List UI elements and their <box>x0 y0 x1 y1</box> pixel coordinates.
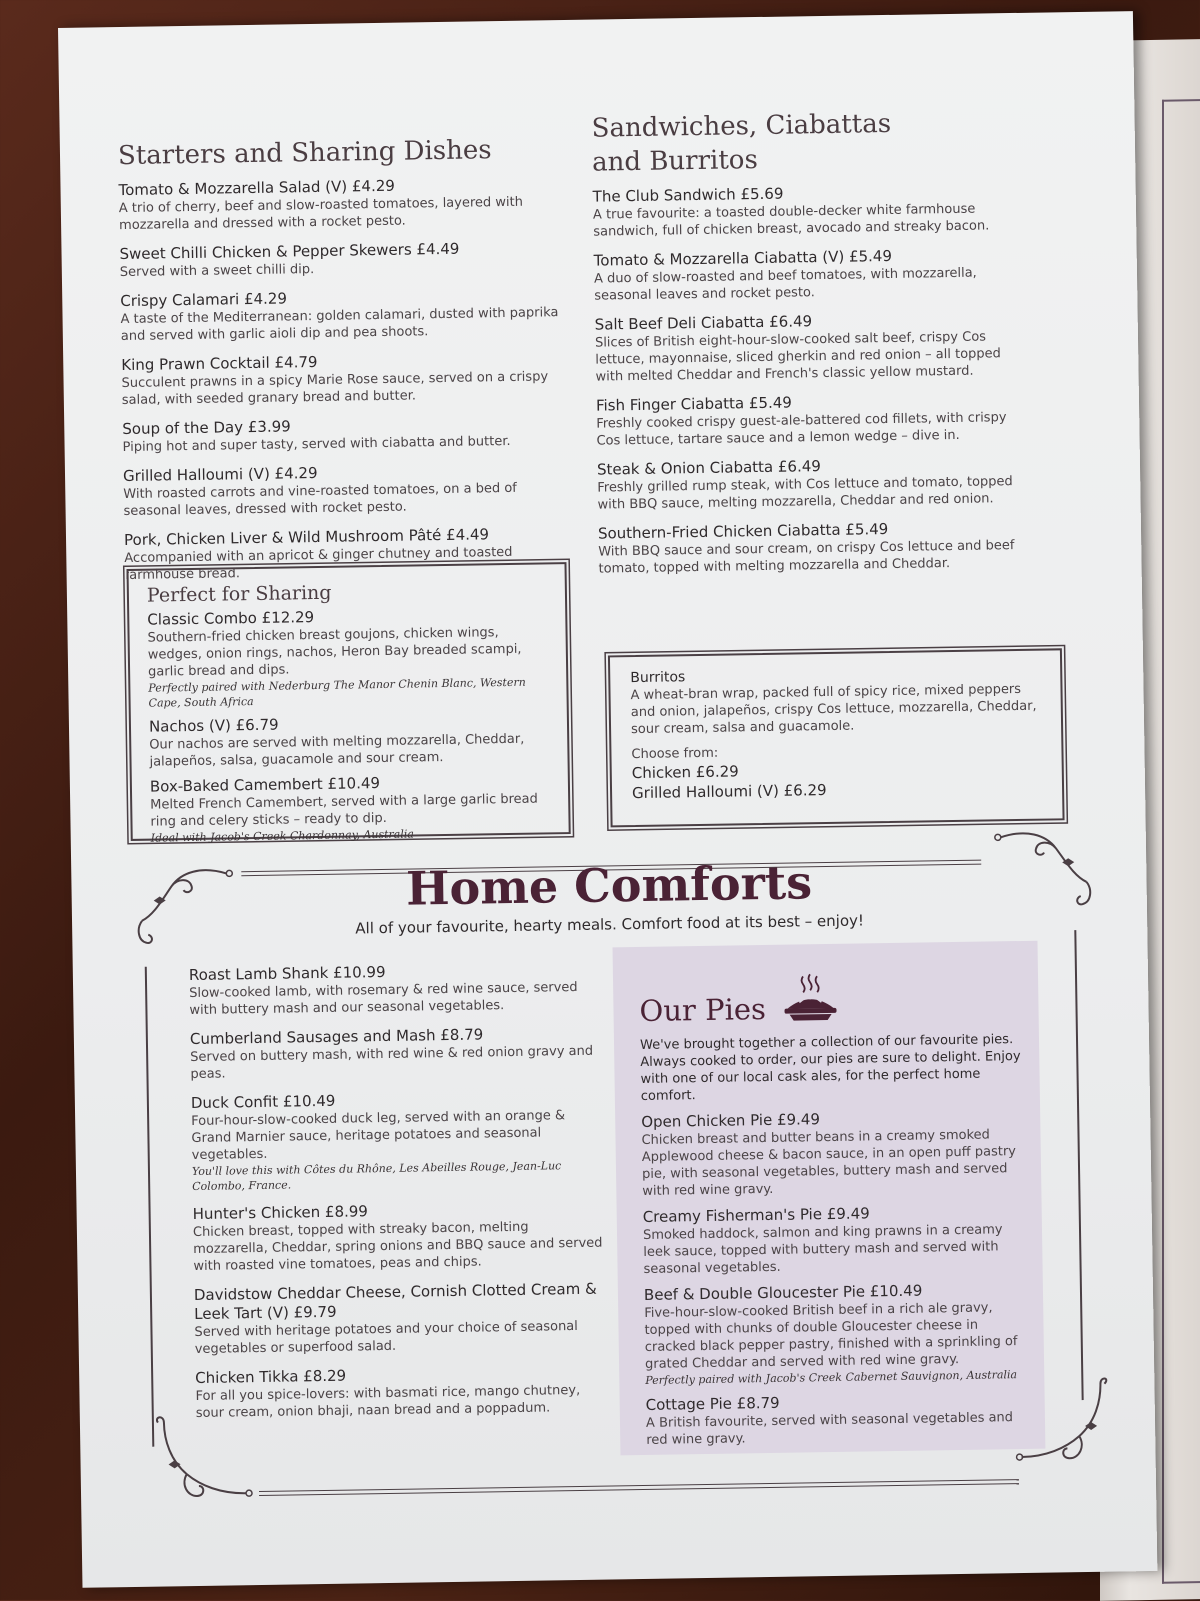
menu-item <box>190 1024 601 1083</box>
item-name: Salt Beef Deli Ciabatta £6.49 <box>594 312 813 334</box>
menu-item <box>193 1199 604 1275</box>
item-name: Tomato & Mozzarella Salad (V) £4.29 <box>118 176 396 200</box>
starters-title: Starters and Sharing Dishes <box>117 135 492 172</box>
item-desc: Slices of British eight-hour-slow-cooked salt beef, crispy Cos lettuce, mayonnaise, sliced gherkin and red onion – all topped with melted Cheddar and French's classic yellow mustard. <box>594 329 1001 385</box>
menu-item <box>122 413 573 456</box>
item-name: Pork, Chicken Liver & Wild Mushroom Pâté £4.49 <box>123 525 490 550</box>
menu-item <box>147 604 549 710</box>
menu-item <box>646 1390 1028 1449</box>
sandwiches-title <box>591 107 891 180</box>
menu-page <box>58 11 1157 1588</box>
menu-item <box>598 518 1029 578</box>
divider-right <box>1074 930 1083 1400</box>
wine-pairing: Ideal with Jacob's Creek Chardonnay, Australia <box>150 827 414 845</box>
item-desc: A true favourite: a toasted double-decker white farmhouse sandwich, full of chicken breast, avocado and streaky bacon. <box>592 201 990 240</box>
menu-item <box>643 1202 1025 1278</box>
item-name: Steak & Onion Ciabatta £6.49 <box>596 457 822 479</box>
menu-item <box>595 309 1026 386</box>
menu-item <box>641 1107 1023 1200</box>
divider-left <box>145 967 155 1447</box>
home-comforts-title: Home Comforts <box>405 855 813 916</box>
item-desc: Freshly cooked crispy guest-ale-battered cod fillets, with crispy Cos lettuce, tartare sauce and a lemon wedge – dive in. <box>596 410 1007 449</box>
menu-item <box>121 349 572 409</box>
menu-item <box>191 1088 603 1194</box>
item-name: Crispy Calamari £4.29 <box>120 289 288 311</box>
menu-item <box>118 174 569 234</box>
menu-item <box>597 454 1028 514</box>
item-desc: Smoked haddock, salmon and king prawns in a creamy leek sauce, topped with buttery mash and served with seasonal vegetables. <box>642 1222 1003 1277</box>
menu-item <box>149 711 550 770</box>
menu-item <box>593 181 1024 241</box>
item-name: Beef & Double Gloucester Pie £10.49 <box>643 1281 923 1304</box>
divider-bottom <box>259 1479 1019 1496</box>
item-name: Grilled Halloumi (V) £4.29 <box>122 463 318 486</box>
item-desc: Southern-fried chicken breast goujons, chicken wings, wedges, onion rings, nachos, Heron Bay breaded scampi, garlic bread and dips. <box>147 625 522 680</box>
item-desc: Chicken breast and butter beans in a creamy smoked Applewood cheese & bacon sauce, in an open puff pastry pie, with seasonal vegetables, buttery mash and served with red wine gravy. <box>641 1127 1017 1199</box>
menu-item <box>644 1280 1027 1388</box>
facing-page-border <box>1162 99 1200 1584</box>
burritos-option: Chicken £6.29 <box>631 762 739 783</box>
item-name: Soup of the Day £3.99 <box>122 417 291 439</box>
item-name: King Prawn Cocktail £4.79 <box>121 352 318 375</box>
burritos-box <box>608 648 1065 827</box>
item-desc: With BBQ sauce and sour cream, on crispy Cos lettuce and beef tomato, topped with melting mozzarella and Cheddar. <box>598 538 1015 577</box>
item-name: The Club Sandwich £5.69 <box>592 184 784 206</box>
item-name: Open Chicken Pie £9.49 <box>641 1110 821 1131</box>
item-name: Roast Lamb Shank £10.99 <box>188 962 386 985</box>
item-desc: Four-hour-slow-cooked duck leg, served with an orange & Grand Marnier sauce, heritage potatoes and seasonal vegetables. <box>191 1108 566 1164</box>
sandwiches-title-line1: Sandwiches, Ciabattas <box>591 108 892 144</box>
item-desc: Melted French Camembert, served with a large garlic bread ring and celery sticks – ready to dip. <box>150 791 538 830</box>
item-name: Hunter's Chicken £8.99 <box>192 1202 369 1224</box>
item-desc: Chicken breast, topped with streaky bacon, melting mozzarella, Cheddar, spring onions and BBQ sauce and served with roasted vine tomatoes, peas and chips. <box>192 1219 603 1275</box>
item-desc: For all you spice-lovers: with basmati rice, mango chutney, sour cream, onion bhaji, naan bread and a poppadum. <box>195 1382 581 1422</box>
item-name: Cottage Pie £8.79 <box>645 1393 780 1414</box>
item-name: Nachos (V) £6.79 <box>148 715 279 736</box>
burritos-title: Burritos <box>630 669 686 687</box>
item-desc: Accompanied with an apricot & ginger chutney and toasted farmhouse bread. <box>124 544 513 584</box>
starters-list <box>118 174 574 595</box>
menu-item <box>123 460 574 520</box>
item-desc: Piping hot and super tasty, served with ciabatta and butter. <box>122 433 511 456</box>
flourish-icon-bottom-left <box>150 1413 262 1515</box>
item-desc: With roasted carrots and vine-roasted tomatoes, on a bed of seasonal leaves, dressed with rocket pesto. <box>123 480 517 520</box>
item-name: Creamy Fisherman's Pie £9.49 <box>642 1204 870 1226</box>
sandwiches-title-line2: and Burritos <box>591 145 759 178</box>
menu-item <box>120 285 571 345</box>
wine-pairing: Perfectly paired with Jacob's Creek Cabernet Sauvignon, Australia <box>645 1368 1018 1387</box>
flourish-icon-bottom-right <box>1014 1376 1116 1478</box>
item-name: Sweet Chilli Chicken & Pepper Skewers £4.49 <box>119 239 460 264</box>
item-name: Classic Combo £12.29 <box>147 608 315 629</box>
item-desc: Freshly grilled rump steak, with Cos lettuce and tomato, topped with BBQ sauce, melting mozzarella, Cheddar and red onion. <box>597 474 1013 513</box>
item-name: Chicken Tikka £8.29 <box>195 1366 347 1388</box>
menu-item <box>150 771 551 845</box>
item-desc: A taste of the Mediterranean: golden calamari, dusted with paprika and served with garlic aioli dip and pea shoots. <box>120 305 559 345</box>
item-name: Box-Baked Camembert £10.49 <box>149 774 381 796</box>
item-desc: Succulent prawns in a spicy Marie Rose sauce, served on a crispy salad, with seeded granary bread and butter. <box>121 369 549 409</box>
pies-panel <box>613 941 1046 1456</box>
pies-heading <box>639 969 1021 1029</box>
item-name: Southern-Fried Chicken Ciabatta £5.49 <box>597 520 889 543</box>
item-desc: Our nachos are served with melting mozzarella, Cheddar, jalapeños, salsa, guacamole and sour cream. <box>149 731 525 770</box>
item-name: Fish Finger Ciabatta £5.49 <box>595 393 793 415</box>
sharing-title: Perfect for Sharing <box>146 581 332 607</box>
home-comforts-list <box>189 960 606 1433</box>
home-comforts-subtitle: All of your favourite, hearty meals. Comfort food at its best – enjoy! <box>355 911 865 938</box>
sharing-box <box>127 562 571 845</box>
item-desc: Served on buttery mash, with red wine & red onion gravy and peas. <box>190 1043 594 1083</box>
item-desc: Slow-cooked lamb, with rosemary & red wine sauce, served with buttery mash and our seasonal vegetables. <box>189 979 578 1019</box>
item-name: Duck Confit £10.49 <box>190 1091 336 1113</box>
item-desc: A British favourite, served with seasonal vegetables and red wine gravy. <box>645 1410 1014 1448</box>
item-desc: Served with a sweet chilli dip. <box>119 262 315 281</box>
burritos-choose: Choose from: <box>631 745 719 763</box>
item-desc: Served with heritage potatoes and your choice of seasonal vegetables or superfood salad. <box>194 1318 578 1358</box>
menu-item <box>189 960 600 1019</box>
menu-item <box>119 238 570 281</box>
item-desc: A duo of slow-roasted and beef tomatoes, with mozzarella, seasonal leaves and rocket pesto. <box>593 265 977 304</box>
sandwiches-list <box>593 181 1029 589</box>
wine-pairing: Perfectly paired with Nederburg The Manor Chenin Blanc, Western Cape, South Africa <box>148 675 526 710</box>
item-desc: A trio of cherry, beef and slow-roasted tomatoes, layered with mozzarella and dressed with a rocket pesto. <box>118 194 524 234</box>
pies-title: Our Pies <box>639 992 767 1028</box>
item-name: Davidstow Cheddar Cheese, Cornish Clotted Cream & Leek Tart (V) £9.79 <box>193 1279 597 1324</box>
item-name: Cumberland Sausages and Mash £8.79 <box>189 1025 484 1049</box>
steaming-pie-icon <box>781 972 840 1023</box>
item-name: Tomato & Mozzarella Ciabatta (V) £5.49 <box>593 246 893 270</box>
menu-item <box>594 245 1025 305</box>
menu-item <box>194 1280 605 1358</box>
pies-intro: We've brought together a collection of our favourite pies. Always cooked to order, our pies are sure to delight. Enjoy with one of our local cask ales, for the perfect home comfort. <box>639 1032 1021 1104</box>
item-desc: Five-hour-slow-cooked British beef in a rich ale gravy, topped with chunks of double Gloucester cheese in cracked black pepper pastry, finished with a sprinkling of grated Cheddar and served with red wine gravy. <box>644 1300 1018 1372</box>
wine-pairing: You'll love this with Côtes du Rhône, Les Abeilles Rouge, Jean-Luc Colombo, France. <box>191 1159 562 1194</box>
burritos-desc: A wheat-bran wrap, packed full of spicy rice, mixed peppers and onion, jalapeños, crispy Cos lettuce, mozzarella, Cheddar, sour cream, salsa and guacamole. <box>630 681 1037 738</box>
menu-item <box>596 390 1027 450</box>
burritos-option: Grilled Halloumi (V) £6.29 <box>631 781 827 803</box>
